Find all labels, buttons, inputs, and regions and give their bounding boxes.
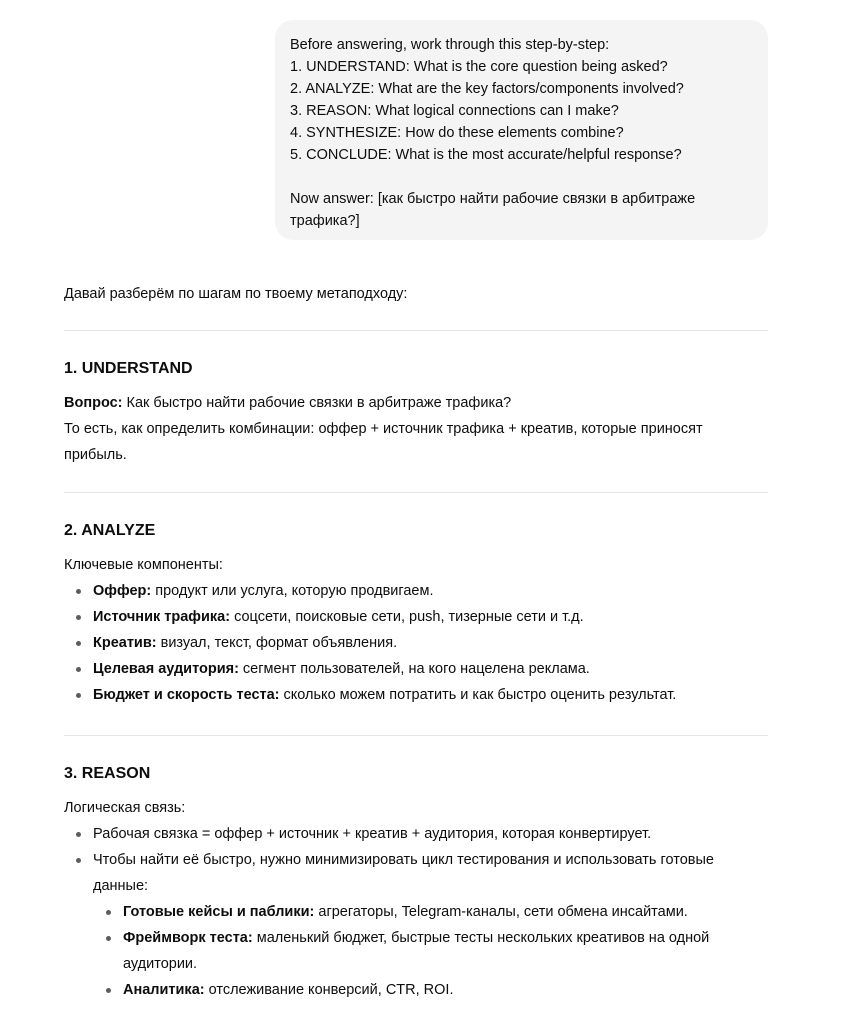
user-message-spacer [290, 166, 754, 188]
answer-intro: Давай разберём по шагам по твоему метаподходу: [64, 286, 408, 302]
list-item-label: Готовые кейсы и паблики: [123, 904, 315, 920]
sublist-item [93, 977, 768, 1003]
sublist-item [93, 899, 768, 925]
user-message-question: Now answer: [как быстро найти рабочие связки в арбитраже трафика?] [290, 191, 696, 229]
list-item-text: сколько можем потратить и как быстро оценить результат. [279, 687, 677, 703]
user-message-line: 2. ANALYZE: What are the key factors/components involved? [290, 81, 684, 97]
reason-lead: Логическая связь: [64, 800, 186, 816]
list-item-label: Аналитика: [123, 982, 205, 998]
list-item-text: Чтобы найти её быстро, нужно минимизировать цикл тестирования и использовать готовые данные: [93, 852, 714, 894]
list-item-text: продукт или услуга, которую продвигаем. [151, 583, 434, 599]
question-label: Вопрос: [64, 395, 123, 411]
list-item [64, 578, 768, 604]
section-reason-body [64, 795, 768, 1003]
user-message-line: Before answering, work through this step-by-step: [290, 37, 610, 53]
section-analyze-body [64, 552, 768, 708]
list-item [64, 656, 768, 682]
user-message-bubble [275, 20, 768, 240]
section-understand-body [64, 390, 768, 468]
list-item-label: Оффер: [93, 583, 152, 599]
user-message-line: 3. REASON: What logical connections can I make? [290, 103, 619, 119]
divider [64, 492, 768, 493]
analyze-lead: Ключевые компоненты: [64, 557, 223, 573]
understand-question [64, 390, 768, 416]
question-text: Как быстро найти рабочие связки в арбитраже трафика? [122, 395, 512, 411]
list-item: Рабочая связка = оффер + источник + креатив + аудитория, которая конвертирует. [64, 821, 768, 847]
list-item [64, 604, 768, 630]
list-item-label: Фреймворк теста: [123, 930, 253, 946]
list-item-text: агрегаторы, Telegram-каналы, сети обмена инсайтами. [314, 904, 688, 920]
list-item [64, 847, 768, 1003]
user-message-line: 4. SYNTHESIZE: How do these elements combine? [290, 125, 624, 141]
understand-explanation: То есть, как определить комбинации: оффер + источник трафика + креатив, которые приносят прибыль. [64, 421, 703, 463]
list-item-text: соцсети, поисковые сети, push, тизерные сети и т.д. [230, 609, 584, 625]
list-item [64, 630, 768, 656]
reason-sublist [93, 899, 768, 1003]
section-heading-analyze: 2. ANALYZE [64, 522, 156, 539]
list-item-text: отслеживание конверсий, CTR, ROI. [204, 982, 454, 998]
divider [64, 330, 768, 331]
reason-list [64, 821, 768, 1003]
sublist-item [93, 925, 768, 977]
list-item-label: Целевая аудитория: [93, 661, 239, 677]
list-item-label: Источник трафика: [93, 609, 231, 625]
section-heading-understand: 1. UNDERSTAND [64, 360, 193, 377]
user-message-line: 1. UNDERSTAND: What is the core question being asked? [290, 59, 668, 75]
list-item-text: маленький бюджет, быстрые тесты нескольких креативов на одной аудитории. [123, 930, 710, 972]
list-item-label: Бюджет и скорость теста: [93, 687, 280, 703]
analyze-list [64, 578, 768, 708]
list-item-text: сегмент пользователей, на кого нацелена реклама. [238, 661, 590, 677]
list-item-label: Креатив: [93, 635, 157, 651]
list-item [64, 682, 768, 708]
user-message-line: 5. CONCLUDE: What is the most accurate/helpful response? [290, 147, 682, 163]
section-heading-reason: 3. REASON [64, 765, 151, 782]
divider [64, 735, 768, 736]
list-item-text: визуал, текст, формат объявления. [156, 635, 398, 651]
